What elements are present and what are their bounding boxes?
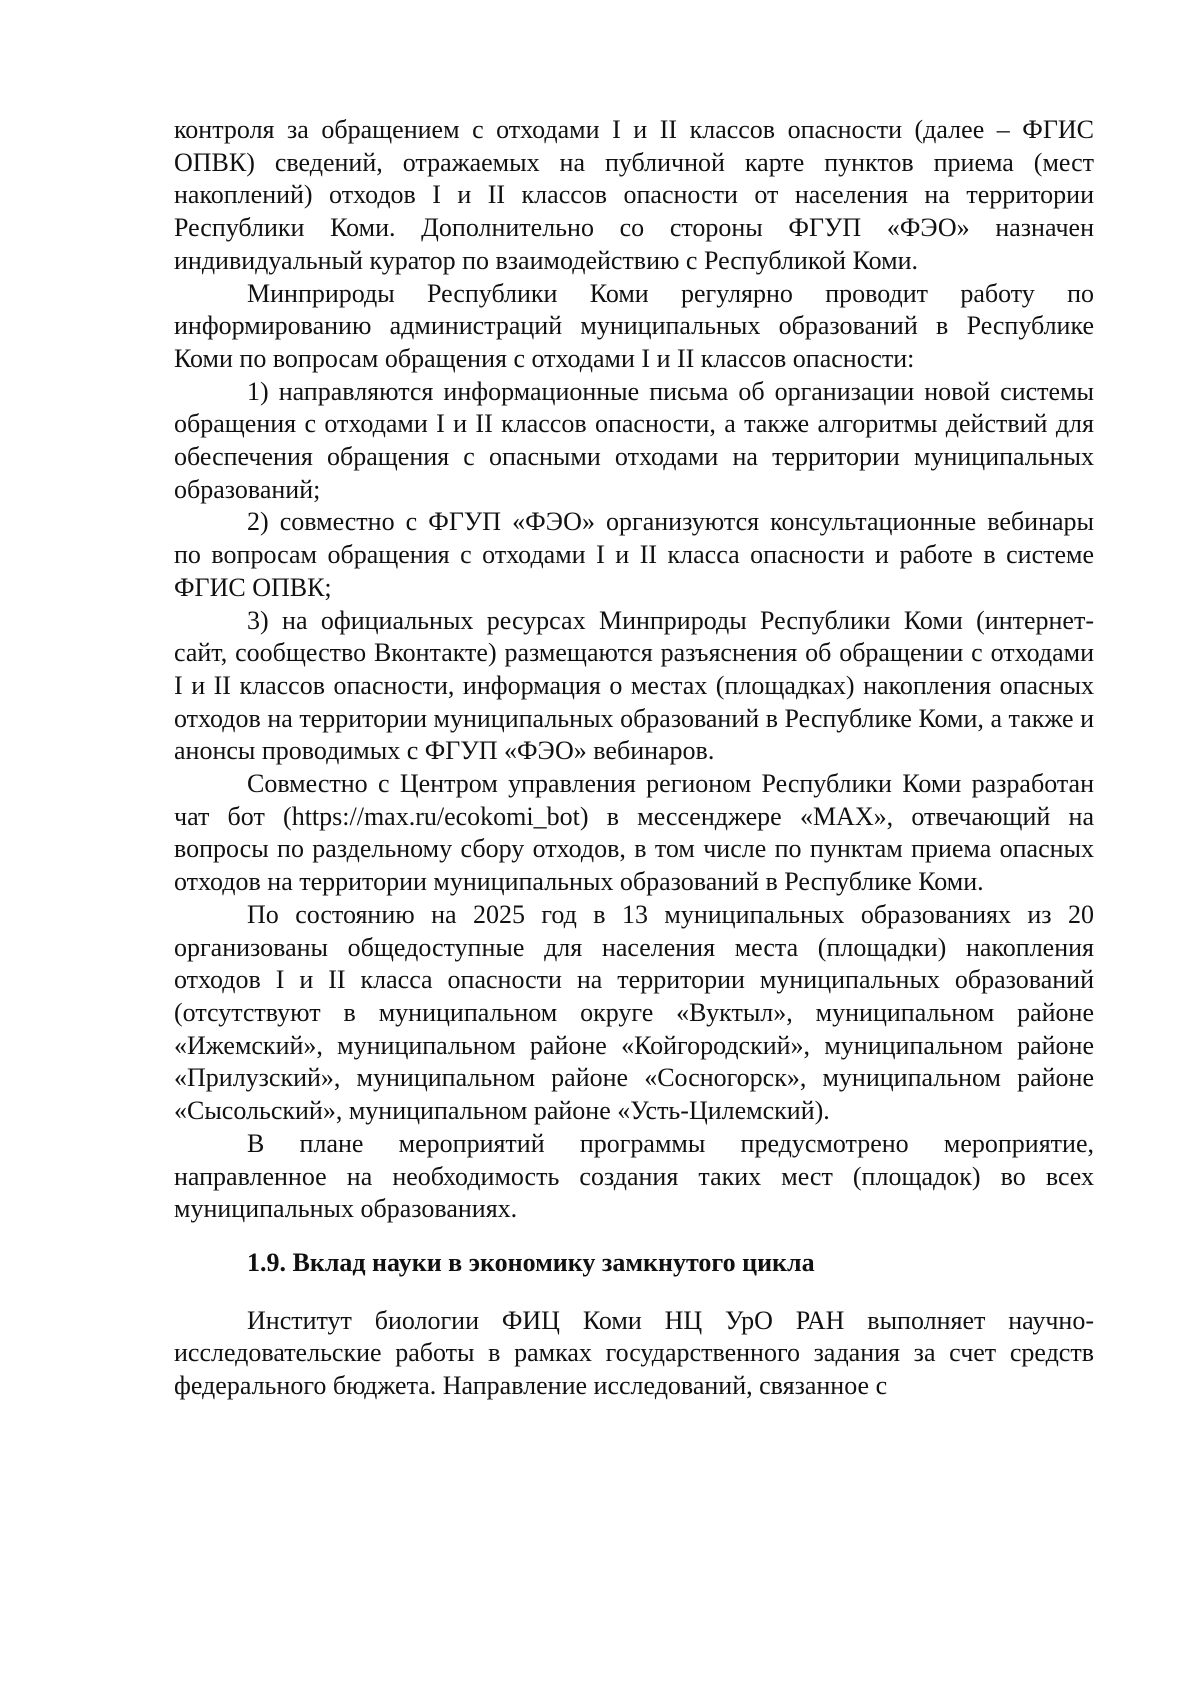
paragraph-status-2025: По состоянию на 2025 год в 13 муниципальных образованиях из 20 организованы общедоступные для населения места (площадки) накопления отходов I и II класса опасности на территории муниципальных образований (отсутствуют в муниципальном округе «Вуктыл», муниципальном районе «Ижемский», муниципальном районе «Койгородский», муниципальном районе «Прилузский», муниципальном районе «Сосногорск», муниципальном районе «Сысольский», муниципальном районе «Усть-Цилемский).	[174, 899, 1094, 1126]
paragraph-institute: Институт биологии ФИЦ Коми НЦ УрО РАН выполняет научно-исследовательские работы в рамках государственного задания за счет средств федерального бюджета. Направление исследований, связанное с	[174, 1305, 1094, 1401]
list-item-2: 2) совместно с ФГУП «ФЭО» организуются консультационные вебинары по вопросам обращения с отходами I и II класса опасности и работе в системе ФГИС ОПВК;	[174, 507, 1094, 602]
paragraph-chat-bot: Совместно с Центром управления регионом Республики Коми разработан чат бот (https://max.ru/ecokomi_bot) в мессенджере «MAX», отвечающий на вопросы по раздельному сбору отходов, в том числе по пунктам приема опасных отходов на территории муниципальных образований в Республике Коми.	[174, 769, 1094, 897]
paragraph-program-plan: В плане мероприятий программы предусмотрено мероприятие, направленное на необходимость создания таких мест (площадок) во всех муниципальных образованиях.	[174, 1128, 1094, 1224]
section-heading: 1.9. Вклад науки в экономику замкнутого цикла	[247, 1247, 815, 1277]
page-content	[174, 114, 1094, 1403]
list-item-3: 3) на официальных ресурсах Минприроды Республики Коми (интернет-сайт, сообщество Вконтакте) размещаются разъяснения об обращении с отходами I и II классов опасности, информация о местах (площадках) накопления опасных отходов на территории муниципальных образований в Республике Коми, а также и анонсы проводимых с ФГУП «ФЭО» вебинаров.	[174, 605, 1094, 766]
paragraph-ministry-info: Минприроды Республики Коми регулярно проводит работу по информированию администраций муниципальных образований в Республике Коми по вопросам обращения с отходами I и II классов опасности:	[174, 278, 1094, 373]
paragraph-continuation: контроля за обращением с отходами I и II классов опасности (далее – ФГИС ОПВК) сведений, отражаемых на публичной карте пунктов приема (мест накоплений) отходов I и II классов опасности от населения на территории Республики Коми. Дополнительно со стороны ФГУП «ФЭО» назначен индивидуальный куратор по взаимодействию с Республикой Коми.	[174, 115, 1094, 275]
list-item-1: 1) направляются информационные письма об организации новой системы обращения с отходами I и II классов опасности, а также алгоритмы действий для обеспечения обращения с опасными отходами на территории муниципальных образований;	[174, 376, 1094, 504]
